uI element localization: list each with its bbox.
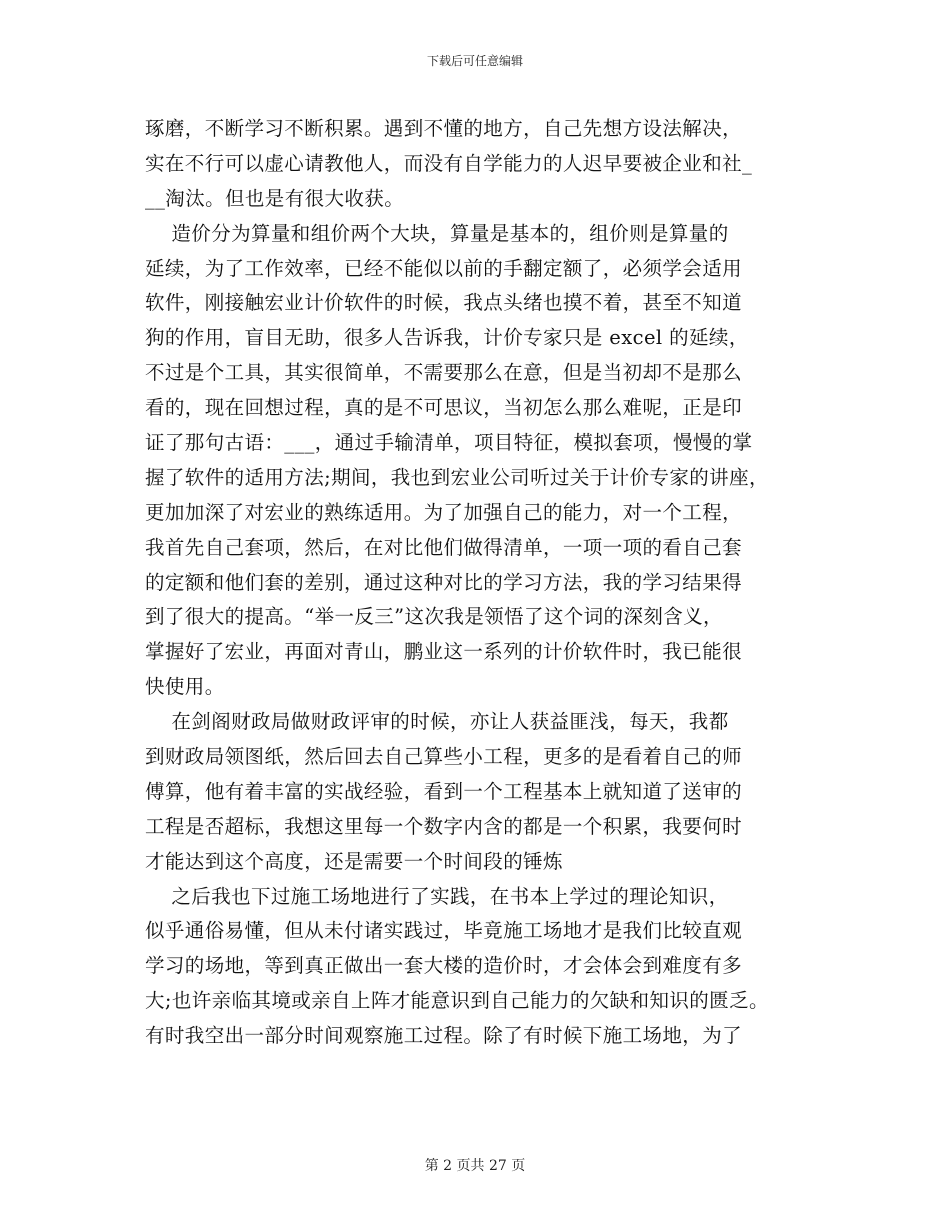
text-line: 傅算，他有着丰富的实战经验，看到一个工程基本上就知道了送审的 xyxy=(145,779,743,803)
text-line: 琢磨，不断学习不断积累。遇到不懂的地方，自己先想方设法解决， xyxy=(145,117,743,140)
page-header: 下载后可任意编辑 xyxy=(426,54,523,68)
text-line: 掌握好了宏业，再面对青山，鹏业这一系列的计价软件时，我已能很 xyxy=(145,640,743,664)
page-footer: 第 2 页共 27 页 xyxy=(424,1158,526,1174)
text-line: __淘汰。但也是有很大收获。 xyxy=(145,186,405,210)
text-line: 的定额和他们套的差别，通过这种对比的学习方法，我的学习结果得 xyxy=(145,570,743,594)
text-line: 工程是否超标，我想这里每一个数字内含的都是一个积累，我要何时 xyxy=(145,814,743,838)
text-line: 到了很大的提高。“举一反三”这次我是领悟了这个词的深刻含义， xyxy=(145,605,723,629)
text-line: 不过是个工具，其实很简单，不需要那么在意，但是当初却不是那么 xyxy=(145,361,743,385)
text-line: 之后我也下过施工场地进行了实践，在书本上学过的理论知识， xyxy=(145,884,729,908)
text-line: 延续，为了工作效率，已经不能似以前的手翻定额了，必须学会适用 xyxy=(145,256,743,280)
text-line: 大;也许亲临其境或亲自上阵才能意识到自己能力的欠缺和知识的匮乏。 xyxy=(145,989,769,1013)
text-line: 学习的场地，等到真正做出一套大楼的造价时，才会体会到难度有多 xyxy=(145,954,743,978)
text-line: 在剑阁财政局做财政评审的时候，亦让人获益匪浅，每天，我都 xyxy=(145,710,729,734)
body-text xyxy=(145,112,825,1054)
text-line: 证了那句古语：___，通过手输清单，项目特征，模拟套项，慢慢的掌 xyxy=(145,431,753,455)
text-line: 到财政局领图纸，然后回去自己算些小工程，更多的是看着自己的师 xyxy=(145,745,743,769)
text-line: 看的，现在回想过程，真的是不可思议，当初怎么那么难呢，正是印 xyxy=(145,396,743,420)
text-line: 才能达到这个高度，还是需要一个时间段的锤炼 xyxy=(145,849,563,873)
text-line: 似乎通俗易懂，但从未付诸实践过，毕竟施工场地才是我们比较直观 xyxy=(145,919,743,943)
text-line: 有时我空出一部分时间观察施工过程。除了有时候下施工场地，为了 xyxy=(145,1024,743,1048)
text-line: 我首先自己套项，然后，在对比他们做得清单，一项一项的看自己套 xyxy=(145,535,743,559)
text-line: 软件，刚接触宏业计价软件的时候，我点头绪也摸不着，甚至不知道 xyxy=(145,291,743,315)
text-line: 狗的作用，盲目无助，很多人告诉我，计价专家只是 excel 的延续， xyxy=(145,326,749,350)
text-line: 造价分为算量和组价两个大块，算量是基本的，组价则是算量的 xyxy=(145,221,729,245)
text-line: 握了软件的适用方法;期间，我也到宏业公司听过关于计价专家的讲座， xyxy=(145,465,769,489)
text-line: 实在不行可以虚心请教他人，而没有自学能力的人迟早要被企业和社_ xyxy=(145,151,753,175)
text-line: 快使用。 xyxy=(145,675,225,699)
text-line: 更加加深了对宏业的熟练适用。为了加强自己的能力，对一个工程， xyxy=(145,500,743,524)
